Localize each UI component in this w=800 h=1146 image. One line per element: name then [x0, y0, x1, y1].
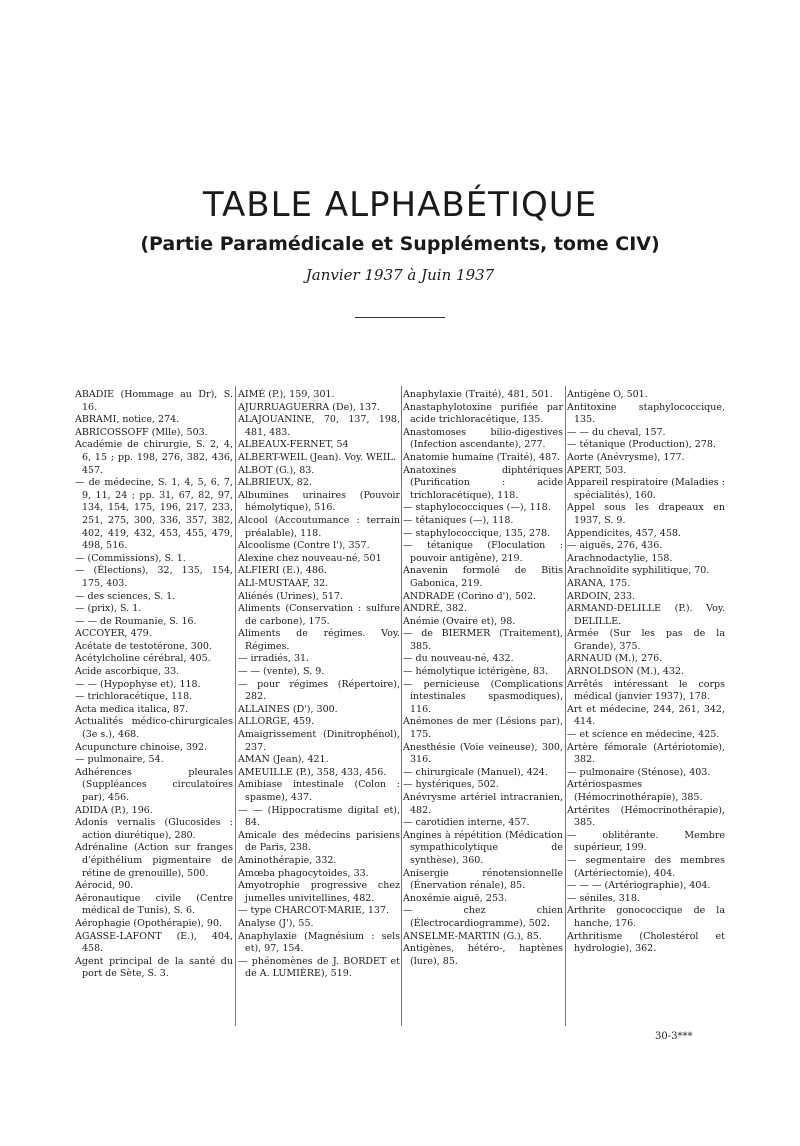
index-entry: — — (vente), S. 9.	[238, 666, 325, 678]
index-column-4	[567, 389, 725, 956]
column-divider	[235, 386, 236, 1026]
index-entry: Analyse (J'), 55.	[238, 917, 314, 929]
index-entry: Armée (Sur les pas de la Grande), 375.	[567, 628, 725, 652]
index-entry: Angines à répétition (Médication sympathicolytique de synthèse), 360.	[403, 829, 563, 866]
index-entry: — irradiés, 31.	[238, 653, 310, 665]
index-entry: — type CHARCOT-MARIE, 137.	[238, 905, 389, 917]
index-entry: — hystériques, 502.	[403, 779, 499, 791]
index-entry: Aliments (Conservation : sulfure de carbone), 175.	[238, 603, 400, 627]
index-entry: ALBERT-WEIL (Jean). Voy. WEIL.	[238, 451, 396, 463]
index-entry: Arrêtés intéressant le corps médical (janvier 1937), 178.	[567, 678, 725, 703]
index-entry: AJURRUAGUERRA (De), 137.	[238, 401, 381, 413]
index-entry: Artère fémorale (Artériotomie), 382.	[567, 741, 725, 766]
index-entry: Acide ascorbique, 33.	[75, 666, 180, 678]
index-entry: — pulmonaire (Sténose), 403.	[567, 766, 711, 778]
index-entry: — et science en médecine, 425.	[567, 729, 720, 741]
index-entry: Anastomoses bilio-digestives (Infection ascendante), 277.	[403, 426, 563, 451]
index-entry: Acétylcholine cérébral, 405.	[75, 653, 211, 665]
index-entry: — tétanique (Production), 278.	[567, 439, 716, 451]
index-entry: — (Élections), 32, 135, 154, 175, 403.	[75, 565, 233, 589]
index-entry: Appareil respiratoire (Maladies : spécialités), 160.	[567, 477, 725, 501]
index-entry: AMEUILLE (P.), 358, 433, 456.	[238, 766, 387, 778]
index-entry: — tétaniques (—), 118.	[403, 514, 514, 526]
column-divider	[401, 386, 402, 1026]
index-entry: — trichloracétique, 118.	[75, 691, 193, 703]
index-entry: — — (Hippocratisme digital et), 84.	[238, 804, 400, 829]
index-entry: ARNOLDSON (M.), 432.	[567, 666, 685, 678]
index-entry: APERT, 503.	[567, 464, 627, 476]
index-entry: ANDRÉ, 382.	[403, 603, 468, 615]
index-entry: Anaphylaxie (Magnésium : sels et), 97, 154.	[238, 930, 400, 955]
index-entry: Anatoxines diphtériques (Purification : acide trichloracétique), 118.	[403, 464, 563, 501]
index-entry: Aliments de régimes. Voy. Régimes.	[238, 628, 400, 652]
index-entry: Anévrysme artériel intracranien, 482.	[403, 792, 563, 816]
index-entry: Alcool (Accoutumance : terrain préalable), 118.	[238, 514, 400, 539]
index-entry: — — de Roumanie, S. 16.	[75, 615, 197, 627]
index-entry: Anavenin formolé de Bitis Gabonica, 219.	[403, 565, 563, 589]
index-column-3	[403, 389, 563, 968]
index-entry: — (Commissions), S. 1.	[75, 552, 186, 564]
index-entry: ARNAUD (M.), 276.	[567, 653, 663, 665]
index-entry: ALLORGE, 459.	[238, 716, 315, 728]
index-entry: Aliénés (Urines), 517.	[238, 590, 344, 602]
index-entry: Anaphylaxie (Traité), 481, 501.	[403, 389, 553, 400]
index-entry: — chez chien (Électrocardiogramme), 502.	[403, 905, 563, 929]
title-rule	[355, 317, 445, 318]
index-entry: Adrénaline (Action sur franges d'épithélium pigmentaire de rétine de grenouille), 500.	[75, 842, 233, 879]
index-column-1	[75, 389, 233, 981]
index-entry: Amaigrissement (Dinitrophénol), 237.	[238, 729, 400, 753]
index-entry: ACCOYER, 479.	[75, 628, 152, 640]
index-entry: — — (Hypophyse et), 118.	[75, 678, 201, 690]
index-entry: Aérocid, 90.	[75, 880, 134, 892]
index-entry: Anesthésie (Voie veineuse), 300, 316.	[403, 741, 563, 766]
index-entry: Aéronautique civile (Centre médical de Tunis), S. 6.	[75, 892, 233, 917]
index-entry: Antitoxine staphylococcique, 135.	[567, 401, 725, 426]
index-entry: — chirurgicale (Manuel), 424.	[403, 766, 548, 778]
column-divider	[565, 386, 566, 1026]
index-entry: ARMAND-DELILLE (P.). Voy. DELILLE.	[567, 603, 725, 627]
index-entry: Albumines urinaires (Pouvoir hémolytique), 516.	[238, 489, 400, 514]
page-subtitle: (Partie Paramédicale et Suppléments, tome CIV)	[140, 233, 660, 255]
index-entry: Anoxémie aiguë, 253.	[403, 892, 508, 904]
index-entry: AMAN (Jean), 421.	[238, 754, 329, 766]
index-entry: — — du cheval, 157.	[567, 426, 666, 438]
index-entry: ADIDA (P.), 196.	[75, 804, 153, 816]
index-entry: — pernicieuse (Complications intestinales spasmodiques), 116.	[403, 678, 563, 715]
index-entry: Alexine chez nouveau-né, 501	[238, 552, 382, 564]
index-entry: Anisergie rénotensionnelle (Énervation rénale), 85.	[403, 867, 563, 892]
index-entry: Appel sous les drapeaux en 1937, S. 9.	[567, 502, 725, 526]
index-entry: ARANA, 175.	[567, 577, 631, 589]
index-entry: Arthrite gonococcique de la hanche, 176.	[567, 905, 725, 929]
index-entry: Amyotrophie progressive chez jumelles univitellines, 482.	[238, 880, 400, 904]
index-entry: Artériospasmes (Hémocrinothérapie), 385.	[567, 779, 703, 803]
index-entry: Académie de chirurgie, S. 2, 4, 6, 15 ; pp. 198, 276, 382, 436, 457.	[75, 439, 233, 476]
index-entry: — hémolytique ictérigène, 83.	[403, 666, 549, 678]
index-entry: Anastaphylotoxine purifiée par acide trichloracétique, 135.	[403, 401, 563, 426]
index-entry: ANDRADE (Corino d'), 502.	[403, 590, 537, 602]
index-entry: ALLAINES (D'), 300.	[238, 703, 338, 715]
index-entry: — pour régimes (Répertoire), 282.	[238, 678, 400, 703]
index-entry: ANSELME-MARTIN (G.), 85.	[403, 930, 542, 942]
index-entry: — staphylococcique, 135, 278.	[403, 527, 551, 539]
index-entry: Adonis vernalis (Glucosides : action diurétique), 280.	[75, 817, 233, 841]
printer-signature: 30-3***	[655, 1031, 693, 1042]
index-entry: Alcoolisme (Contre l'), 357.	[238, 540, 370, 552]
index-entry: Aérophagie (Opothérapie), 90.	[75, 917, 223, 929]
index-entry: Anatomie humaine (Traité), 487.	[403, 451, 561, 463]
index-entry: Anémones de mer (Lésions par), 175.	[403, 716, 563, 741]
index-entry: — phénomènes de J. BORDET et de A. LUMIÈRE), 519.	[238, 955, 400, 980]
index-entry: — de médecine, S. 1, 4, 5, 6, 7, 9, 11, 24 ; pp. 31, 67, 82, 97, 134, 154, 175, 196, 217, 233, 251, 275, 300, 336, 357, 382, 402, 419, 432, 453, 455, 479, 498, 516.	[75, 477, 233, 552]
index-entry: Acétate de testotérone, 300.	[75, 640, 212, 652]
index-entry: Arthritisme (Cholestérol et hydrologie), 362.	[567, 930, 725, 955]
index-entry: Amœba phagocytoides, 33.	[238, 867, 369, 879]
index-entry: Acupuncture chinoise, 392.	[75, 741, 208, 753]
index-entry: ALAJOUANINE, 70, 137, 198, 481, 483.	[238, 414, 400, 438]
index-entry: — staphylococciques (—), 118.	[403, 502, 551, 514]
index-entry: Amicale des médecins parisiens de Paris, 238.	[238, 829, 400, 854]
date-range: Janvier 1937 à Juin 1937	[305, 266, 495, 284]
index-entry: Appendicites, 457, 458.	[567, 527, 681, 539]
index-entry: Acta medica italica, 87.	[75, 703, 189, 715]
index-entry: Antigène O, 501.	[567, 389, 648, 400]
index-entry: ABRICOSSOFF (Mlle), 503.	[75, 426, 208, 438]
index-column-2	[238, 389, 400, 981]
index-entry: — pulmonaire, 54.	[75, 754, 164, 766]
index-entry: — séniles, 318.	[567, 892, 640, 904]
index-entry: — aiguës, 276, 436.	[567, 540, 663, 552]
index-entry: AIMÉ (P.), 159, 301.	[238, 389, 335, 400]
index-entry: Antigènes, hétéro-, haptènes (lure), 85.	[403, 943, 563, 967]
index-entry: Arachnodactylie, 158.	[567, 552, 673, 564]
index-entry: Adhérences pleurales (Suppléances circulatoires par), 456.	[75, 766, 233, 803]
index-entry: — des sciences, S. 1.	[75, 590, 176, 602]
index-entry: — (prix), S. 1.	[75, 603, 142, 615]
index-entry: — de BIERMER (Traitement), 385.	[403, 628, 563, 652]
index-entry: — carotidien interne, 457.	[403, 817, 530, 829]
index-entry: — — — (Artériographie), 404.	[567, 880, 711, 892]
index-entry: ARDOIN, 233.	[567, 590, 636, 602]
index-entry: Actualités médico-chirurgicales (3e s.), 468.	[75, 716, 233, 741]
index-entry: — oblitérante. Membre supérieur, 199.	[567, 829, 725, 854]
index-entry: ALI-MUSTAAF, 32.	[238, 577, 329, 589]
index-entry: ABADIE (Hommage au Dr), S. 16.	[75, 389, 233, 413]
index-entry: ALFIERI (E.), 486.	[238, 565, 327, 577]
page-title: TABLE ALPHABÉTIQUE	[202, 185, 598, 225]
index-entry: Aminothérapie, 332.	[238, 854, 337, 866]
index-entry: Art et médecine, 244, 261, 342, 414.	[567, 703, 725, 728]
index-entry: — segmentaire des membres (Artériectomie), 404.	[567, 854, 725, 879]
index-entry: Amibiase intestinale (Colon : spasme), 437.	[238, 779, 400, 803]
index-entry: ALBOT (G.), 83.	[238, 464, 315, 476]
index-entry: Agent principal de la santé du port de Sète, S. 3.	[75, 955, 233, 980]
index-entry: Anémie (Ovaire et), 98.	[403, 615, 516, 627]
index-entry: Aorte (Anévrysme), 177.	[567, 451, 685, 463]
index-entry: AGASSE-LAFONT (E.), 404, 458.	[75, 930, 233, 955]
index-entry: — du nouveau-né, 432.	[403, 653, 514, 665]
index-entry: Artérites (Hémocrinothérapie), 385.	[567, 804, 725, 829]
index-entry: — tétanique (Floculation : pouvoir antigène), 219.	[403, 540, 563, 564]
index-entry: ALBEAUX-FERNET, 54	[238, 439, 349, 451]
index-entry: Arachnoïdite syphilitique, 70.	[567, 565, 710, 577]
index-entry: ALBRIEUX, 82.	[238, 477, 312, 489]
index-entry: ABRAMI, notice, 274.	[75, 414, 180, 426]
